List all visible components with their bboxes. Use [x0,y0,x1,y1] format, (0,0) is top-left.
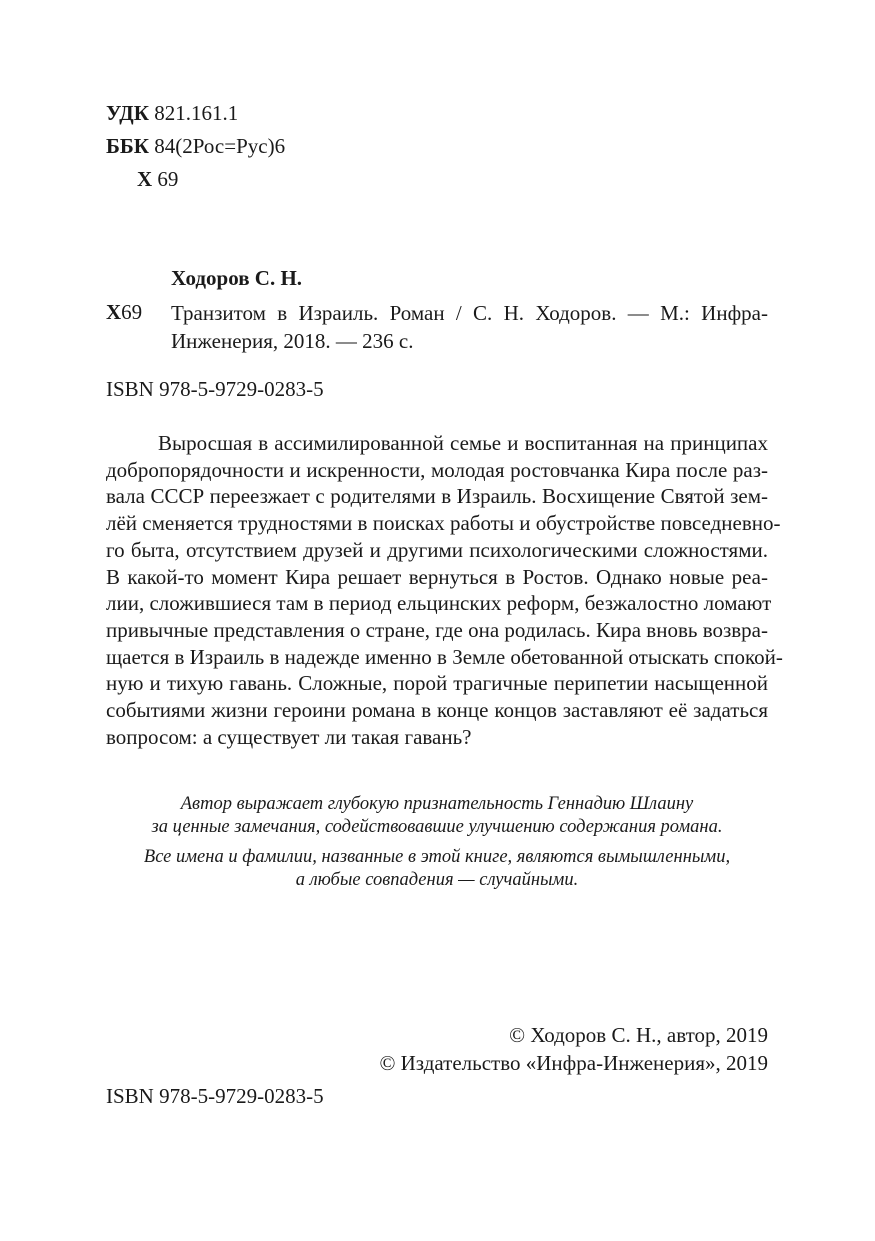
biblio-line: Инженерия, 2018. — 236 с. [171,329,414,353]
isbn-record: ISBN 978-5-9729-0283-5 [106,377,324,401]
author-heading: Ходоров С. Н. [171,266,303,290]
udk-label: УДК [106,101,149,125]
udk-code [106,100,238,126]
abstract-line: вопросом: а существует ли такая гавань? [106,724,472,749]
bbk-label: ББК [106,134,149,158]
author-sign-value: 69 [157,167,179,191]
bbk-value: 84(2Рос=Рус)6 [154,134,286,158]
abstract-line: ную и тихую гавань. Сложные, порой трагичные перипетии насыщенной [106,671,768,696]
author-mark-number: 69 [121,300,143,324]
abstract-line: событиями жизни героини романа в конце концов заставляют её задаться [106,698,768,723]
abstract-line: Выросшая в ассимилированной семье и воспитанная на принципах [158,431,768,455]
disclaimer-note [106,846,768,892]
abstract-line: привычные представления о стране, где она родилась. Кира вновь возвра- [106,617,768,642]
copyright-author: © Ходоров С. Н., автор, 2019 [509,1023,768,1047]
bibliographic-description [171,299,768,355]
acknowledgement-note [106,793,768,839]
abstract-line: лии, сложившиеся там в период ельцинских реформ, безжалостно ломают [106,591,772,616]
abstract-line: го быта, отсутствием друзей и другими психологическими сложностями. [106,537,768,562]
udk-value: 821.161.1 [154,101,239,125]
copyright-publisher: © Издательство «Инфра-Инженерия», 2019 [379,1051,768,1075]
abstract-line: щается в Израиль в надежде именно в Земле обетованной отыскать спокой- [106,644,783,669]
bbk-code [106,133,285,159]
abstract-line: лёй сменяется трудностями в поисках работы и обустройстве повседневно- [106,511,781,536]
abstract-line: добропорядочности и искренности, молодая ростовчанка Кира после раз- [106,457,768,482]
acknowledgement-line: за ценные замечания, содействовавшие улучшению содержания романа. [151,817,723,837]
author-sign-code [137,166,178,192]
abstract-paragraph [106,430,783,750]
abstract-line: В какой-то момент Кира решает вернуться в Ростов. Однако новые реа- [106,564,768,589]
isbn-footer: ISBN 978-5-9729-0283-5 [106,1084,324,1108]
author-mark [106,299,142,325]
author-sign-label: Х [137,167,153,191]
author-mark-letter: Х [106,300,122,324]
acknowledgement-line: Автор выражает глубокую признательность Геннадию Шлаину [180,794,694,814]
disclaimer-line: Все имена и фамилии, названные в этой книге, являются вымышленными, [143,847,731,867]
biblio-line: Транзитом в Израиль. Роман / С. Н. Ходоров. — М.: Инфра- [171,301,768,325]
disclaimer-line: а любые совпадения — случайными. [295,870,579,890]
abstract-line: вала СССР переезжает с родителями в Израиль. Восхищение Святой зем- [106,484,768,509]
